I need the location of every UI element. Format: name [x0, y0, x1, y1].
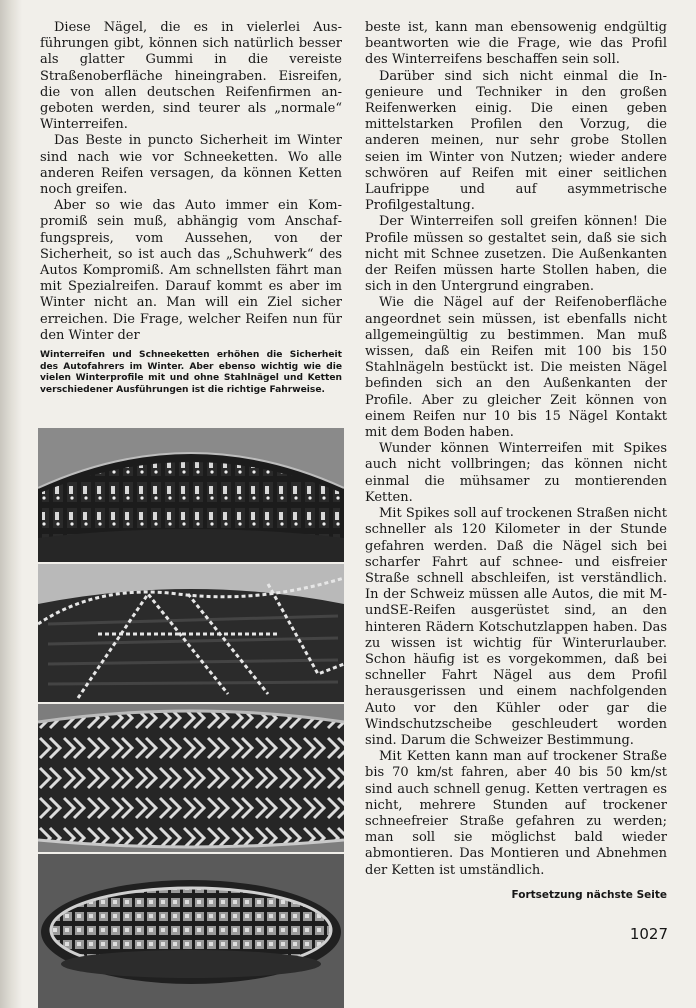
page-binding-shadow: [0, 0, 22, 1008]
body-paragraph: Aber so wie das Auto immer ein Kompromiß sein muß, abhängig vom Anschaffungspreis, vom Aussehen, von der Sicherheit, so ist auch das „Schuhwerk“ des Autos Kompromiß. Am schnellsten fährt man mit Spezialreifen. Darauf kommt es aber im Winter nicht an. Man will ein Ziel sicher erreichen. Die Frage, welcher Reifen nun für den Winter der: [40, 198, 342, 343]
photo-spiked-tire: [38, 428, 344, 562]
figure-caption: Winterreifen und Schneeketten erhöhen die Sicherheit des Autofahrers im Winter. Aber ebenso wichtig wie die vielen Winterprofile mit und ohne Stahlnägel und Ketten verschiedener Ausführungen ist die richtige Fahrweise.: [40, 350, 342, 395]
page-number: 1027: [629, 925, 668, 943]
body-paragraph: Das Beste in puncto Sicherheit im Winter sind nach wie vor Schneeketten. Wo alle anderen Reifen versagen, da können Ketten noch greifen.: [40, 133, 342, 198]
body-paragraph: Der Winterreifen soll greifen können! Die Profile müssen so gestaltet sein, daß sie sich nicht mit Schnee zusetzen. Die Außenkanten der Reifen müssen harte Stollen haben, die sich in den Untergrund eingraben.: [365, 214, 667, 295]
body-paragraph: Mit Spikes soll auf trockenen Straßen nicht schneller als 120 Kilometer in der Stunde gefahren werden. Daß die Nägel sich bei scharfer Fahrt auf schnee- und eisfreier Straße schnell abschleifen, ist verständlich. In der Schweiz müssen alle Autos, die mit M-undSE-Reifen ausgerüstet sind, an den hinteren Rädern Kotschutzlappen haben. Das zu wissen ist wichtig für Winterurlauber. Schon häufig ist es vorgekommen, daß bei schneller Fahrt Nägel aus dem Profil herausgerissen und einem nachfolgenden Auto vor den Kühler oder gar die Windschutzscheibe geschleudert worden sind. Darum die Schweizer Bestimmung.: [365, 506, 667, 748]
continuation-note: Fortsetzung nächste Seite: [511, 889, 667, 901]
body-paragraph: Darüber sind sich nicht einmal die Ingenieure und Techniker in den großen Reifenwerken einig. Die einen geben mittelstarken Profilen den Vorzug, die anderen meinen, nur sehr grobe Stollen seien im Winter von Nutzen; wieder andere schwören auf Reifen mit einer seitlichen Laufrippe und auf asymmetrische Profilgestaltung.: [365, 68, 667, 214]
body-paragraph: beste ist, kann man ebensowenig endgültig beantworten wie die Frage, wie das Profil des Winterreifens beschaffen sein soll.: [365, 20, 667, 68]
body-paragraph: Wie die Nägel auf der Reifenoberfläche angeordnet sein müssen, ist ebenfalls nicht allgemeingültig zu bestimmen. Man muß wissen, daß ein Reifen mit 100 bis 150 Stahlnägeln bestückt ist. Die meisten Nägel befinden sich an den Außenkanten der Profile. Aber zu gleicher Zeit können von einem Reifen nur 10 bis 15 Nägel Kontakt mit dem Boden haben.: [365, 295, 667, 441]
photo-snow-chain-tire: [38, 564, 344, 702]
body-paragraph: Wunder können Winterreifen mit Spikes auch nicht vollbringen; das können nicht einmal die mühsamer zu montierenden Ketten.: [365, 441, 667, 505]
body-paragraph: Diese Nägel, die es in vielerlei Ausführungen gibt, können sich natürlich besser als glatter Gummi in die vereiste Straßenoberfläche hineingraben. Eisreifen, die von allen deutschen Reifenfirmen angeboten werden, sind teurer als „normale“ Winterreifen.: [40, 20, 342, 133]
body-paragraph: Mit Ketten kann man auf trockener Straße bis 70 km/st fahren, aber 40 bis 50 km/st sind auch schnell genug. Ketten vertragen es nicht, mehrere Stunden auf trockener schneefreier Straße gefahren zu werden; man soll sie möglichst bald wieder abmontieren. Das Montieren und Abnehmen der Ketten ist umständlich.: [365, 749, 667, 878]
photo-zigzag-tread: [38, 704, 344, 852]
tire-photo-stack: [38, 428, 344, 1008]
left-text-column: [40, 20, 342, 344]
photo-block-tread: [38, 854, 344, 1008]
right-text-column: [365, 20, 667, 879]
